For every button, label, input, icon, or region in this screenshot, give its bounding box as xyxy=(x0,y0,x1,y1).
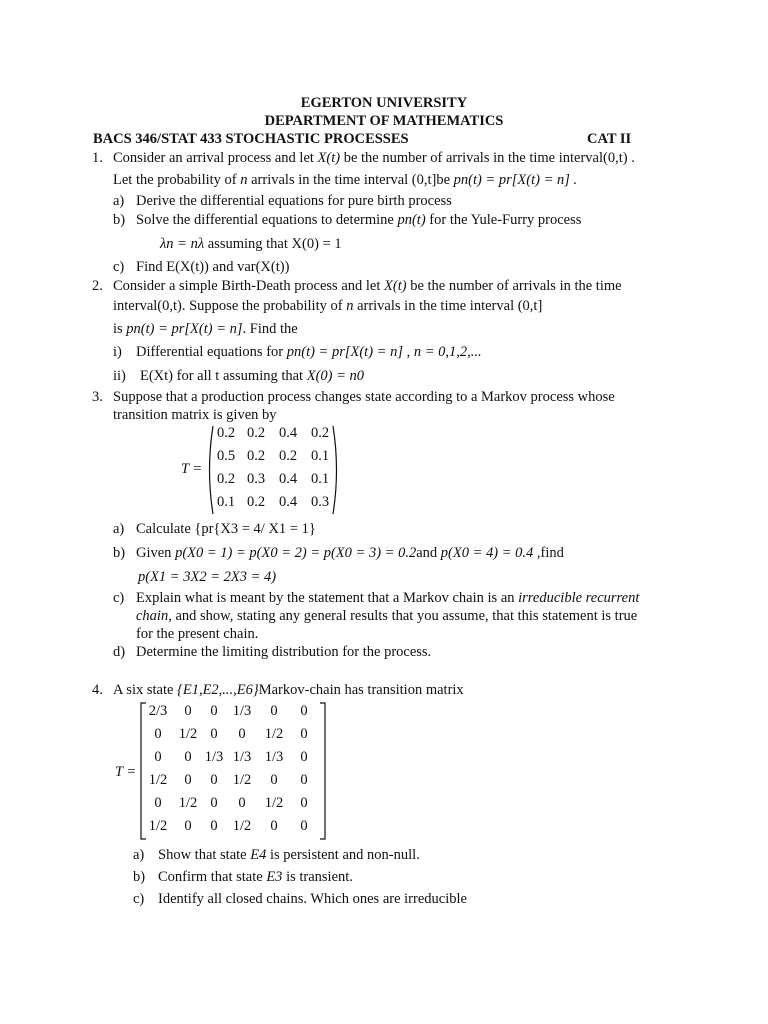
sub-question-tag: c) xyxy=(133,891,145,907)
matrix-cell: 0 xyxy=(154,749,162,765)
transition-matrix xyxy=(205,424,341,516)
course-title: BACS 346/STAT 433 STOCHASTIC PROCESSES xyxy=(93,131,409,147)
matrix-cell: 1/2 xyxy=(232,772,252,788)
matrix-cell: 0 xyxy=(300,749,308,765)
sub-question-tag: a) xyxy=(133,847,145,863)
matrix-cell: 0 xyxy=(270,703,278,719)
math-expression: (0,t] xyxy=(411,172,437,188)
text-segment: Solve the differential equations to determine xyxy=(136,212,398,228)
text-segment: arrivals in the time interval xyxy=(247,172,412,188)
matrix-cell: 0 xyxy=(184,818,192,834)
math-expression: E(X(t)) xyxy=(166,259,209,275)
question-text xyxy=(113,320,298,338)
math-expression: p(X1 = 3X2 = 2X3 = 4) xyxy=(138,569,277,585)
sub-question-text xyxy=(160,235,342,253)
matrix-cell: 0 xyxy=(210,726,218,742)
sub-question-text xyxy=(138,568,276,586)
text-segment: A six state xyxy=(113,682,178,698)
sub-question-text xyxy=(136,520,316,538)
matrix-cell: 0.2 xyxy=(216,425,236,441)
matrix-cell: 0.5 xyxy=(216,448,236,464)
question-number: 4. xyxy=(92,682,103,698)
matrix-cell: 1/2 xyxy=(264,726,284,742)
sub-question-text xyxy=(136,258,289,276)
matrix-cell: 1/2 xyxy=(178,726,198,742)
sub-question-text: Identify all closed chains. Which ones are irreducible xyxy=(158,891,467,907)
matrix-cell: 0.4 xyxy=(278,471,298,487)
sub-question-text xyxy=(136,211,581,229)
matrix-cell: 0.3 xyxy=(310,494,330,510)
question-text xyxy=(113,149,635,167)
math-expression: pn(t) xyxy=(397,212,426,228)
transition-matrix xyxy=(139,702,327,840)
matrix-cell: 0.2 xyxy=(310,425,330,441)
text-segment: be the number of arrivals in the time interval xyxy=(340,150,604,166)
matrix-cell: 0 xyxy=(184,749,192,765)
matrix-cell: 0 xyxy=(300,772,308,788)
university-title: EGERTON UNIVERSITY xyxy=(300,95,468,111)
question-text: transition matrix is given by xyxy=(113,407,277,423)
text-segment: ,find xyxy=(533,545,564,561)
sub-question-tag: b) xyxy=(133,869,146,885)
sub-question-text xyxy=(136,607,637,625)
department-title: DEPARTMENT OF MATHEMATICS xyxy=(264,113,504,129)
sub-question-tag: b) xyxy=(113,212,126,228)
matrix-cell: 0.2 xyxy=(246,425,266,441)
text-segment: . Suppose the probability of xyxy=(181,298,347,314)
text-segment: for the Yule-Furry process xyxy=(425,212,582,228)
matrix-cell: 0 xyxy=(300,818,308,834)
math-expression: X(0) = n0 xyxy=(306,368,365,384)
text-segment: be the number of arrivals in the time xyxy=(406,278,622,294)
matrix-cell: 0 xyxy=(300,726,308,742)
matrix-cell: 0.2 xyxy=(246,494,266,510)
math-expression: (0,t] xyxy=(517,298,543,314)
matrix-cell: 0 xyxy=(184,772,192,788)
sub-question-text: Determine the limiting distribution for the process. xyxy=(136,644,432,660)
matrix-label xyxy=(181,460,202,478)
question-number: 3. xyxy=(92,389,103,405)
sub-question-text xyxy=(158,868,353,886)
math-expression: (0,t) . xyxy=(603,150,635,166)
math-expression: X(t) xyxy=(317,150,341,166)
sub-question-text xyxy=(136,343,482,361)
text-segment: and xyxy=(416,545,441,561)
text-segment: is persistent and non-null. xyxy=(266,847,420,863)
sub-question-tag: c) xyxy=(113,259,125,275)
emphasis-text: irreducible recurrent xyxy=(518,590,640,606)
text-segment: Given xyxy=(136,545,176,561)
matrix-cell: 0 xyxy=(300,703,308,719)
text-segment: Find xyxy=(136,259,167,275)
matrix-cell: 0.4 xyxy=(278,494,298,510)
text-segment: is xyxy=(113,321,127,337)
sub-question-tag: i) xyxy=(113,344,122,360)
text-segment: Consider a simple Birth-Death process and let xyxy=(113,278,385,294)
matrix-cell: 0.2 xyxy=(278,448,298,464)
emphasis-text: chain xyxy=(136,608,169,624)
math-expression: p(X0 = 1) = p(X0 = 2) = p(X0 = 3) = 0.2 xyxy=(175,545,417,561)
text-segment: , xyxy=(402,344,414,360)
matrix-cell: 0 xyxy=(270,772,278,788)
matrix-cell: 0.1 xyxy=(310,448,330,464)
math-expression: E(Xt) xyxy=(140,368,174,384)
matrix-cell: 1/2 xyxy=(178,795,198,811)
math-expression: X(0) = 1 xyxy=(291,236,342,252)
matrix-cell: 0 xyxy=(238,726,246,742)
text-segment: is transient. xyxy=(282,869,353,885)
sub-question-tag: d) xyxy=(113,644,126,660)
matrix-cell: 0 xyxy=(210,772,218,788)
text-segment: for all t assuming that xyxy=(173,368,307,384)
matrix-cell: 0.2 xyxy=(246,448,266,464)
text-segment: Explain what is meant by the statement that a Markov chain is an xyxy=(136,590,519,606)
matrix-cell: 0.4 xyxy=(278,425,298,441)
sub-question-text xyxy=(158,846,420,864)
math-expression: X(t) xyxy=(384,278,407,294)
math-expression: pn(t) = pr[X(t) = n] xyxy=(286,344,403,360)
text-segment: Markov-chain has transition matrix xyxy=(258,682,464,698)
matrix-cell: 1/2 xyxy=(148,772,168,788)
matrix-cell: 0.1 xyxy=(216,494,236,510)
matrix-cell: 2/3 xyxy=(148,703,168,719)
text-segment: assuming that xyxy=(207,236,292,252)
sub-question-tag: c) xyxy=(113,590,125,606)
text-segment: Let the probability of xyxy=(113,172,241,188)
matrix-cell: 0 xyxy=(210,795,218,811)
matrix-cell: 0 xyxy=(184,703,192,719)
right-bracket xyxy=(319,702,327,840)
question-number: 2. xyxy=(92,278,103,294)
math-expression: E3 xyxy=(266,869,283,885)
matrix-cell: 0 xyxy=(210,818,218,834)
math-expression: p(X0 = 4) = 0.4 xyxy=(440,545,534,561)
exam-title: CAT II xyxy=(587,131,632,147)
matrix-cell: 1/3 xyxy=(204,749,224,765)
sub-question-text xyxy=(136,544,564,562)
text-segment: and xyxy=(208,259,238,275)
math-expression: {E1,E2,...,E6} xyxy=(177,682,259,698)
matrix-cell: 1/3 xyxy=(232,703,252,719)
matrix-cell: 0 xyxy=(300,795,308,811)
text-segment: Show that state xyxy=(158,847,251,863)
matrix-cell: 0 xyxy=(270,818,278,834)
question-text xyxy=(113,681,464,699)
sub-question-tag: ii) xyxy=(113,368,126,384)
math-expression: pn(t) = pr[X(t) = n] xyxy=(126,321,243,337)
matrix-cell: 0.2 xyxy=(216,471,236,487)
math-expression: E4 xyxy=(250,847,267,863)
text-segment: arrivals in the time interval xyxy=(353,298,518,314)
sub-question-tag: a) xyxy=(113,193,125,209)
sub-question-tag: a) xyxy=(113,521,125,537)
math-expression: {pr{X3 = 4/ X1 = 1} xyxy=(194,521,316,537)
sub-question-text xyxy=(140,367,364,385)
question-number: 1. xyxy=(92,150,103,166)
matrix-cell: 0.3 xyxy=(246,471,266,487)
matrix-cell: 0 xyxy=(210,703,218,719)
math-expression: T = xyxy=(181,461,203,477)
question-text xyxy=(113,297,542,315)
matrix-cell: 0.1 xyxy=(310,471,330,487)
text-segment: . Find the xyxy=(242,321,298,337)
sub-question-text: for the present chain. xyxy=(136,626,259,642)
math-expression: pn(t) = pr[X(t) = n] . xyxy=(453,172,578,188)
matrix-cell: 1/2 xyxy=(232,818,252,834)
question-text: Suppose that a production process changes state according to a Markov process whose xyxy=(113,389,615,405)
sub-question-text: Derive the differential equations for pure birth process xyxy=(136,193,452,209)
matrix-cell: 0 xyxy=(154,795,162,811)
matrix-cell: 1/2 xyxy=(148,818,168,834)
matrix-cell: 0 xyxy=(154,726,162,742)
math-expression: n xyxy=(240,172,248,188)
math-expression: T = xyxy=(115,764,137,780)
math-expression: var(X(t)) xyxy=(237,259,290,275)
text-segment: Differential equations for xyxy=(136,344,287,360)
text-segment: Calculate xyxy=(136,521,195,537)
text-segment: Confirm that state xyxy=(158,869,267,885)
text-segment: Consider an arrival process and let xyxy=(113,150,318,166)
matrix-cell: 1/3 xyxy=(264,749,284,765)
question-text xyxy=(113,277,622,295)
sub-question-tag: b) xyxy=(113,545,126,561)
text-segment: interval xyxy=(113,298,158,314)
text-segment: , and show, stating any general results that you assume, that this statement is true xyxy=(168,608,638,624)
matrix-cell: 0 xyxy=(238,795,246,811)
text-segment: be xyxy=(436,172,454,188)
math-expression: (0,t) xyxy=(157,298,182,314)
matrix-cell: 1/2 xyxy=(264,795,284,811)
math-expression: n = 0,1,2,... xyxy=(413,344,482,360)
question-text xyxy=(113,171,577,189)
math-expression: λn = nλ xyxy=(160,236,205,252)
matrix-label xyxy=(115,763,136,781)
sub-question-text xyxy=(136,589,639,607)
matrix-cell: 1/3 xyxy=(232,749,252,765)
math-expression: n xyxy=(346,298,354,314)
